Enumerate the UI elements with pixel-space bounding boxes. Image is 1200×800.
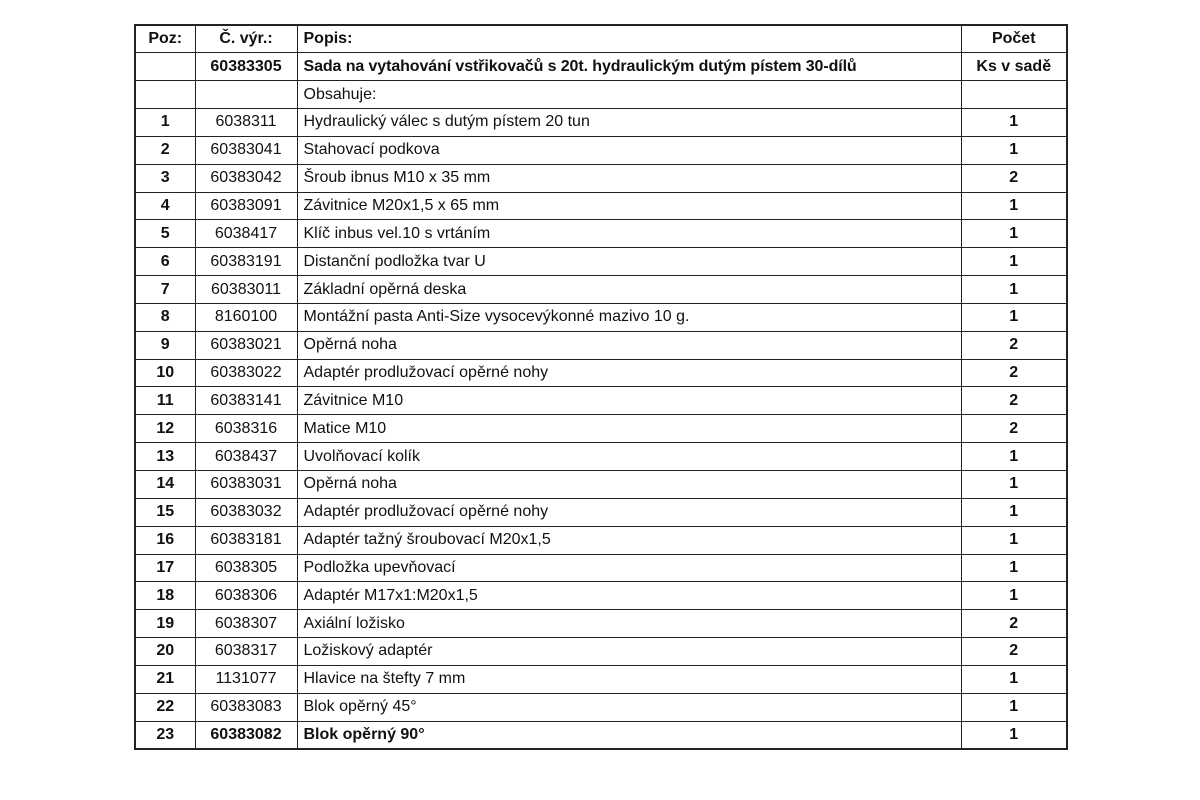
item-quantity: 2 (961, 164, 1067, 192)
item-code: 60383041 (195, 136, 297, 164)
item-code: 6038437 (195, 443, 297, 471)
table-row (135, 109, 1067, 137)
item-description: Šroub ibnus M10 x 35 mm (297, 164, 961, 192)
item-code: 60383141 (195, 387, 297, 415)
parts-list-body (135, 25, 1067, 749)
item-code: 6038306 (195, 582, 297, 610)
item-description: Závitnice M20x1,5 x 65 mm (297, 192, 961, 220)
item-position: 1 (135, 109, 195, 137)
contains-code-empty (195, 81, 297, 109)
table-row (135, 443, 1067, 471)
item-position: 11 (135, 387, 195, 415)
item-description: Adaptér tažný šroubovací M20x1,5 (297, 526, 961, 554)
item-code: 60383091 (195, 192, 297, 220)
item-code: 60383011 (195, 276, 297, 304)
item-description: Opěrná noha (297, 471, 961, 499)
item-code: 1131077 (195, 665, 297, 693)
table-row (135, 387, 1067, 415)
item-quantity: 2 (961, 610, 1067, 638)
table-row (135, 498, 1067, 526)
item-position: 5 (135, 220, 195, 248)
item-position: 14 (135, 471, 195, 499)
header-poz: Poz: (135, 25, 195, 53)
item-code: 60383032 (195, 498, 297, 526)
item-position: 18 (135, 582, 195, 610)
table-row (135, 415, 1067, 443)
item-description: Uvolňovací kolík (297, 443, 961, 471)
item-code: 8160100 (195, 303, 297, 331)
item-description: Distanční podložka tvar U (297, 248, 961, 276)
table-row (135, 303, 1067, 331)
item-position: 13 (135, 443, 195, 471)
table-row (135, 136, 1067, 164)
item-code: 6038316 (195, 415, 297, 443)
item-quantity: 1 (961, 471, 1067, 499)
item-position: 17 (135, 554, 195, 582)
item-position: 16 (135, 526, 195, 554)
item-code: 60383191 (195, 248, 297, 276)
item-position: 9 (135, 331, 195, 359)
item-position: 2 (135, 136, 195, 164)
item-position: 22 (135, 693, 195, 721)
item-code: 60383181 (195, 526, 297, 554)
table-row (135, 554, 1067, 582)
item-description: Matice M10 (297, 415, 961, 443)
item-description: Základní opěrná deska (297, 276, 961, 304)
item-code: 6038317 (195, 638, 297, 666)
contains-row (135, 81, 1067, 109)
table-row (135, 721, 1067, 749)
contains-qty-empty (961, 81, 1067, 109)
item-quantity: 1 (961, 220, 1067, 248)
item-code: 60383022 (195, 359, 297, 387)
item-description: Adaptér prodlužovací opěrné nohy (297, 498, 961, 526)
item-quantity: 1 (961, 526, 1067, 554)
set-title-row (135, 53, 1067, 81)
item-position: 8 (135, 303, 195, 331)
item-code: 60383031 (195, 471, 297, 499)
table-row (135, 610, 1067, 638)
item-description: Ložiskový adaptér (297, 638, 961, 666)
item-description: Adaptér prodlužovací opěrné nohy (297, 359, 961, 387)
parts-list-table (134, 24, 1068, 750)
table-row (135, 248, 1067, 276)
table-row (135, 359, 1067, 387)
table-row (135, 164, 1067, 192)
header-row (135, 25, 1067, 53)
item-description: Adaptér M17x1:M20x1,5 (297, 582, 961, 610)
item-code: 60383021 (195, 331, 297, 359)
item-description: Závitnice M10 (297, 387, 961, 415)
item-quantity: 1 (961, 554, 1067, 582)
item-quantity: 1 (961, 443, 1067, 471)
item-quantity: 1 (961, 582, 1067, 610)
header-description: Popis: (297, 25, 961, 53)
set-description: Sada na vytahování vstřikovačů s 20t. hydraulickým dutým pístem 30-dílů (297, 53, 961, 81)
item-quantity: 1 (961, 248, 1067, 276)
item-quantity: 2 (961, 638, 1067, 666)
item-quantity: 1 (961, 721, 1067, 749)
item-description: Stahovací podkova (297, 136, 961, 164)
contains-poz-empty (135, 81, 195, 109)
item-quantity: 1 (961, 693, 1067, 721)
table-row (135, 276, 1067, 304)
set-code: 60383305 (195, 53, 297, 81)
contains-label: Obsahuje: (297, 81, 961, 109)
header-code: Č. výr.: (195, 25, 297, 53)
item-quantity: 2 (961, 331, 1067, 359)
item-description: Blok opěrný 45° (297, 693, 961, 721)
table-row (135, 471, 1067, 499)
table-row (135, 693, 1067, 721)
item-quantity: 1 (961, 109, 1067, 137)
item-code: 60383083 (195, 693, 297, 721)
set-poz-empty (135, 53, 195, 81)
item-quantity: 1 (961, 192, 1067, 220)
table-row (135, 526, 1067, 554)
item-position: 6 (135, 248, 195, 276)
item-description: Podložka upevňovací (297, 554, 961, 582)
item-position: 12 (135, 415, 195, 443)
parts-list-table-wrapper (134, 24, 1066, 750)
table-row (135, 582, 1067, 610)
item-description: Axiální ložisko (297, 610, 961, 638)
item-description: Hydraulický válec s dutým pístem 20 tun (297, 109, 961, 137)
header-quantity: Počet (961, 25, 1067, 53)
item-description: Opěrná noha (297, 331, 961, 359)
table-row (135, 220, 1067, 248)
item-description: Hlavice na štefty 7 mm (297, 665, 961, 693)
item-code: 6038305 (195, 554, 297, 582)
item-code: 60383042 (195, 164, 297, 192)
item-code: 6038311 (195, 109, 297, 137)
item-quantity: 2 (961, 387, 1067, 415)
table-row (135, 665, 1067, 693)
item-position: 21 (135, 665, 195, 693)
item-quantity: 1 (961, 303, 1067, 331)
item-code: 6038307 (195, 610, 297, 638)
item-position: 19 (135, 610, 195, 638)
item-code: 60383082 (195, 721, 297, 749)
item-position: 3 (135, 164, 195, 192)
table-row (135, 331, 1067, 359)
item-position: 4 (135, 192, 195, 220)
item-quantity: 2 (961, 415, 1067, 443)
item-position: 20 (135, 638, 195, 666)
table-row (135, 192, 1067, 220)
item-quantity: 1 (961, 136, 1067, 164)
item-position: 15 (135, 498, 195, 526)
item-position: 7 (135, 276, 195, 304)
item-position: 23 (135, 721, 195, 749)
item-quantity: 1 (961, 276, 1067, 304)
set-quantity-label: Ks v sadě (961, 53, 1067, 81)
item-description: Blok opěrný 90° (297, 721, 961, 749)
table-row (135, 638, 1067, 666)
item-quantity: 1 (961, 498, 1067, 526)
item-description: Montážní pasta Anti-Size vysocevýkonné mazivo 10 g. (297, 303, 961, 331)
item-position: 10 (135, 359, 195, 387)
item-description: Klíč inbus vel.10 s vrtáním (297, 220, 961, 248)
item-code: 6038417 (195, 220, 297, 248)
item-quantity: 1 (961, 665, 1067, 693)
item-quantity: 2 (961, 359, 1067, 387)
